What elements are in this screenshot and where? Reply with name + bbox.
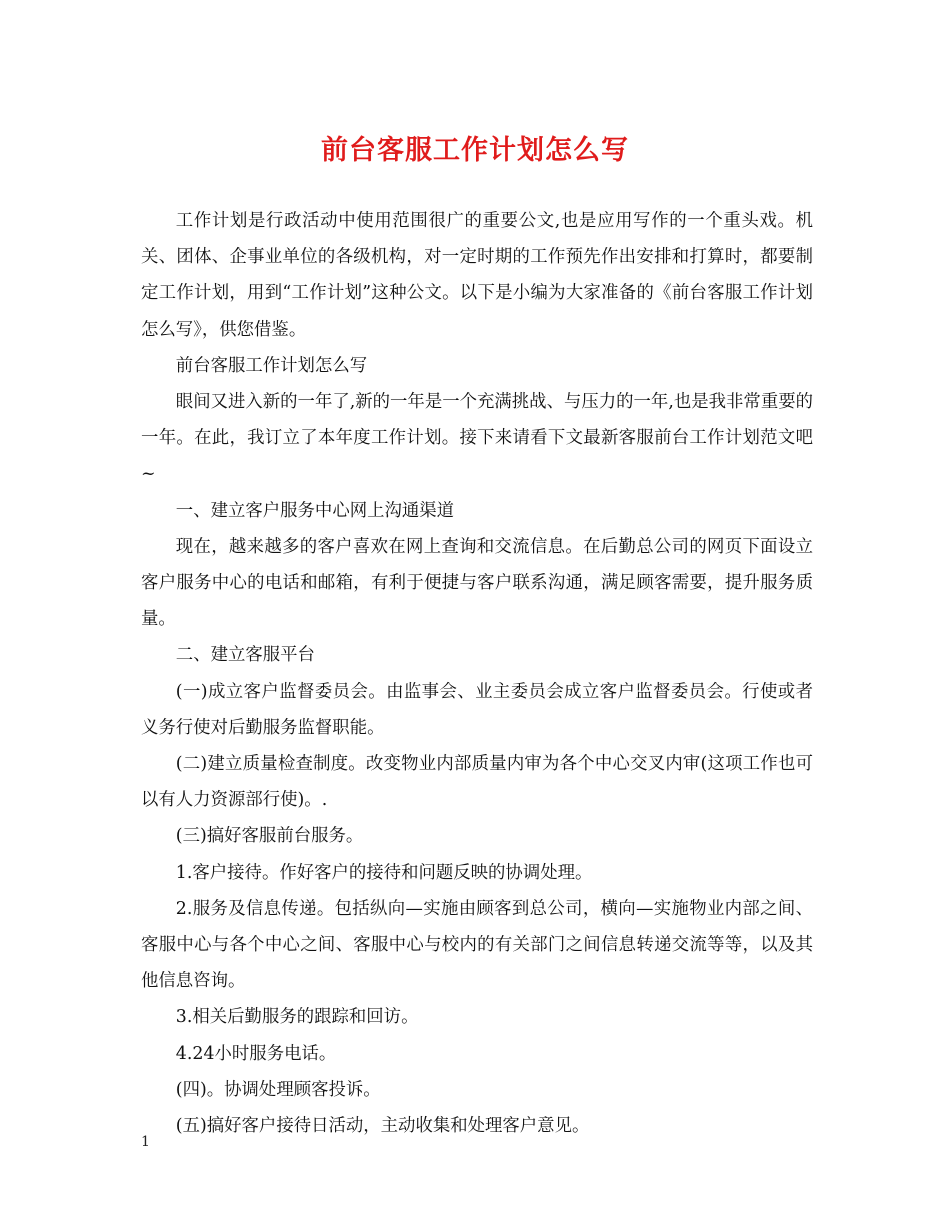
paragraph-subitem-1: 1.客户接待。作好客户的接待和问题反映的协调处理。	[175, 862, 593, 883]
section-heading-1: 一、建立客户服务中心网上沟通渠道	[175, 500, 455, 521]
document-title: 前台客服工作计划怎么写	[321, 135, 629, 166]
paragraph-item-3: (三)搞好客服前台服务。	[175, 826, 364, 847]
paragraph-item-2: (二)建立质量检查制度。改变物业内部质量内审为各个中心交叉内审(这项工作也可以有人力资源部行使)。.	[141, 754, 813, 811]
paragraph-section-1: 现在，越来越多的客户喜欢在网上查询和交流信息。在后勤总公司的网页下面设立客户服务中心的电话和邮箱，有利于便捷与客户联系沟通，满足顾客需要，提升服务质量。	[141, 536, 813, 630]
section-heading-2: 二、建立客服平台	[175, 645, 315, 666]
paragraph-intro: 工作计划是行政活动中使用范围很广的重要公文,也是应用写作的一个重头戏。机关、团体、企事业单位的各级机构，对一定时期的工作预先作出安排和打算时，都要制定工作计划，用到“工作计划”这种公文。以下是小编为大家准备的《前台客服工作计划怎么写》，供您借鉴。	[141, 211, 813, 340]
paragraph-item-4: (四)。协调处理顾客投诉。	[175, 1079, 381, 1100]
paragraph-subtitle: 前台客服工作计划怎么写	[175, 355, 368, 376]
paragraph-item-5: (五)搞好客户接待日活动，主动收集和处理客户意见。	[175, 1116, 590, 1137]
paragraph-subitem-4: 4.24小时服务电话。	[175, 1043, 337, 1064]
paragraph-item-1: (一)成立客户监督委员会。由监事会、业主委员会成立客户监督委员会。行使或者义务行使对后勤服务监督职能。	[141, 681, 813, 738]
page-number: 1	[141, 1134, 150, 1150]
paragraph-opening: 眼间又进入新的一年了,新的一年是一个充满挑战、与压力的一年,也是我非常重要的一年。在此，我订立了本年度工作计划。接下来请看下文最新客服前台工作计划范文吧~	[141, 392, 813, 485]
paragraph-subitem-3: 3.相关后勤服务的跟踪和回访。	[175, 1007, 419, 1028]
paragraph-subitem-2: 2.服务及信息传递。包括纵向—实施由顾客到总公司，横向—实施物业内部之间、客服中心与各个中心之间、客服中心与校内的有关部门之间信息转递交流等等，以及其他信息咨询。	[141, 898, 813, 992]
document-body	[141, 203, 813, 1144]
